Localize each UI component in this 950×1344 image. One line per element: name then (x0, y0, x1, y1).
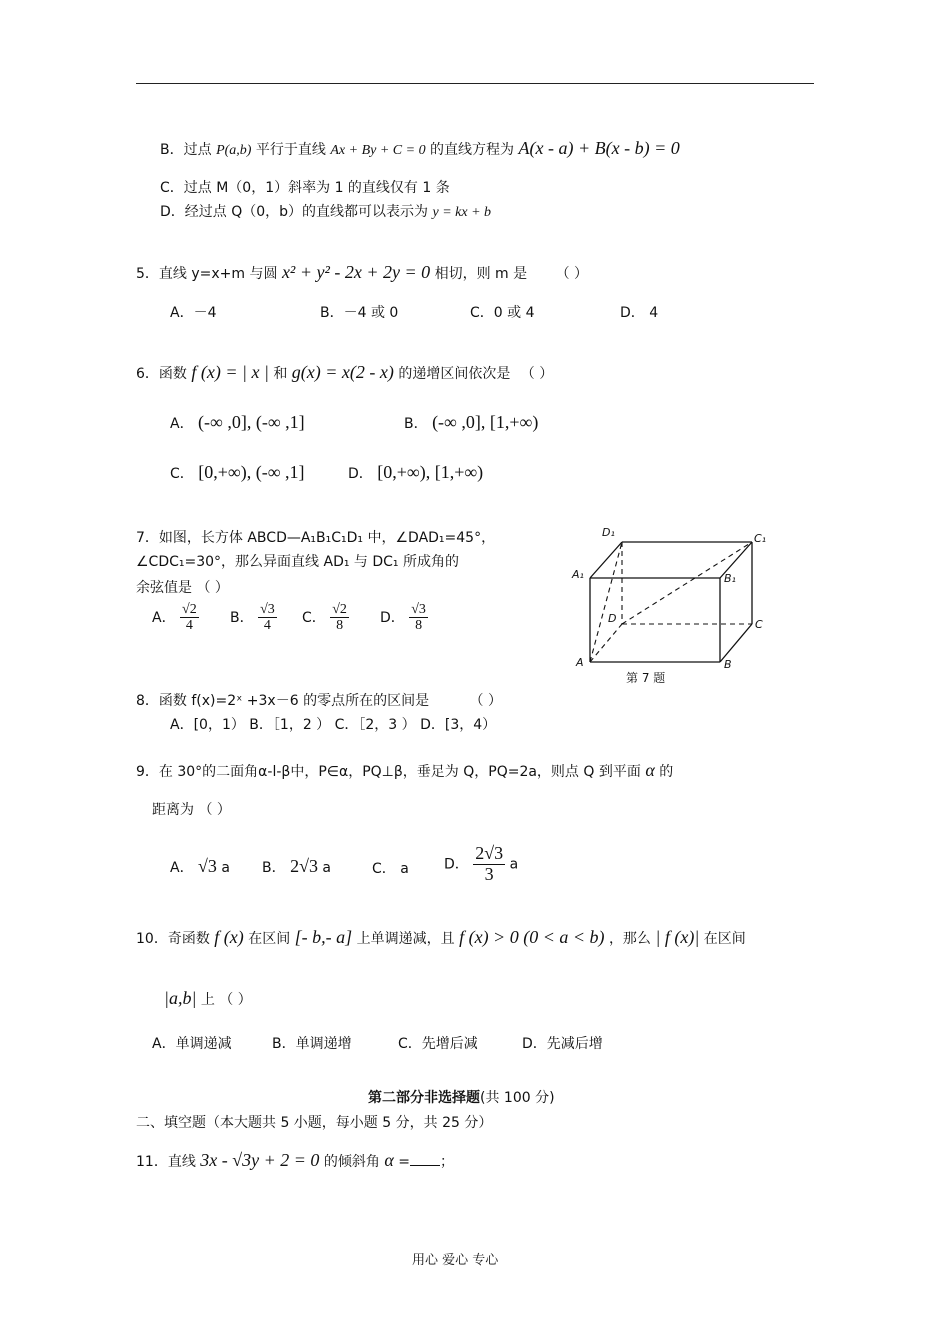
q6-stem-a: 6．函数 (136, 366, 187, 382)
q8-options: A．[0，1） B．［1，2 ） C．［2，3 ） D．[3，4） (170, 717, 497, 733)
q6-c-value: [0,+∞), (-∞ ,1] (198, 462, 305, 482)
q4-b-end: 的直线方程为 (430, 142, 515, 158)
q6-g-expression: g(x) = x(2 - x) (291, 362, 394, 382)
q9-b-label: B． (262, 860, 286, 876)
part2-title: 第二部分非选择题 (368, 1090, 480, 1106)
label-c1: C₁ (754, 532, 767, 545)
q4-b-mid: 平行于直线 (255, 142, 326, 158)
q4-d-text: D．经过点 Q（0，b）的直线都可以表示为 (160, 204, 429, 220)
q7-c-den: 8 (336, 618, 344, 634)
q9-stem (136, 760, 673, 781)
q6-f-expression: f (x) = | x | (191, 362, 269, 382)
q7-figure-cuboid (560, 520, 780, 690)
q9-option-c: C． a (372, 861, 409, 877)
q7-a-den: 4 (185, 618, 193, 634)
q9-b-value: 2√3 (290, 856, 318, 876)
q9-line-2: 距离为 （ ） (152, 802, 231, 818)
edge-a1-d1 (590, 542, 622, 578)
q11-mid: 的倾斜角 (323, 1154, 380, 1170)
q6-option-d (348, 462, 483, 483)
q7-d-label: D． (380, 609, 405, 626)
q10-interval: [- b,- a] (294, 927, 353, 947)
q4-b-line: Ax + By + C = 0 (330, 143, 426, 158)
label-a: A (576, 656, 584, 669)
q10-option-a: A．单调递减 (152, 1036, 232, 1052)
q7-c-fraction (330, 602, 349, 634)
q6-and: 和 (273, 366, 288, 382)
q4-b-label: B．过点 (160, 142, 212, 158)
q6-c-label: C． (170, 466, 194, 482)
header-rule (136, 83, 814, 84)
q9-d-label: D． (444, 856, 469, 873)
q4-d-equation: y = kx + b (432, 205, 492, 220)
q8-stem (136, 690, 502, 710)
q11-end: ； (439, 1154, 454, 1170)
q7-line-2: ∠CDC₁=30°，那么异面直线 AD₁ 与 DC₁ 所成角的 (136, 554, 459, 570)
q6-b-label: B． (404, 416, 428, 432)
q9-b-unit: a (322, 860, 331, 876)
q9-stem-end: 的 (659, 764, 674, 780)
part2-section-title: 二、填空题（本大题共 5 小题，每小题 5 分，共 25 分） (136, 1115, 493, 1131)
q10-fx: f (x) (214, 927, 244, 947)
q10-line-2 (164, 988, 252, 1009)
q9-d-num: 2√3 (475, 843, 504, 863)
label-a1: A₁ (572, 568, 584, 581)
figure-caption: 第 7 题 (626, 671, 666, 685)
q6-d-value: [0,+∞), [1,+∞) (377, 462, 484, 482)
q7-b-den: 4 (263, 618, 271, 634)
q10-abs-fx: | f (x)| (655, 927, 700, 947)
q11-answer-blank[interactable] (410, 1153, 440, 1166)
q10-option-d: D．先减后增 (522, 1036, 603, 1052)
q9-d-fraction (473, 844, 505, 885)
edge-b-c (720, 624, 752, 662)
q4-option-d (160, 201, 491, 221)
q7-a-num: √2 (182, 602, 197, 617)
q11-stem (136, 1150, 454, 1171)
q7-d-fraction (409, 602, 428, 634)
label-b1: B₁ (724, 572, 736, 585)
q6-answer-paren: （ ） (520, 366, 554, 382)
q10-in2: 在区间 (703, 931, 746, 947)
q9-a-unit: a (221, 860, 230, 876)
q4-option-b (160, 138, 680, 159)
q5-option-a: A．－4 (170, 305, 217, 321)
q7-line-1: 7．如图，长方体 ABCD—A₁B₁C₁D₁ 中，∠DAD₁=45°， (136, 530, 496, 546)
q6-b-value: (-∞ ,0], [1,+∞) (432, 412, 539, 432)
q5-answer-paren: （ ） (555, 266, 589, 282)
label-d: D (608, 612, 617, 625)
q5-stem-b: 相切，则 m 是 (434, 266, 528, 282)
q5-option-d: D． 4 (620, 305, 659, 321)
q7-option-c (302, 602, 349, 634)
label-d1: D₁ (602, 526, 615, 539)
q7-a-label: A． (152, 609, 176, 626)
q7-d-num: √3 (411, 602, 426, 617)
part2-heading (368, 1087, 555, 1107)
q10-option-b: B．单调递增 (272, 1036, 352, 1052)
q4-b-point: P(a,b) (216, 143, 252, 158)
q10-line2-end: 上 （ ） (200, 992, 252, 1008)
q4-b-equation: A(x - a) + B(x - b) = 0 (518, 138, 680, 158)
q10-dec: 上单调递减，且 (356, 931, 455, 947)
label-b: B (724, 658, 732, 671)
q9-d-den: 3 (484, 863, 494, 884)
q10-stem-a: 10．奇函数 (136, 931, 210, 947)
q9-option-b (262, 856, 331, 877)
q8-stem-text: 8．函数 f(x)=2ˣ +3x－6 的零点所在的区间是 (136, 693, 430, 709)
page-footer: 用心 爱心 专心 (412, 1253, 499, 1268)
label-c: C (755, 618, 763, 631)
q6-option-a (170, 412, 305, 433)
q7-d-den: 8 (415, 618, 423, 634)
q7-b-fraction (258, 602, 277, 634)
q6-option-b (404, 412, 538, 433)
q11-stem-text: 11．直线 (136, 1154, 196, 1170)
q8-answer-paren: （ ） (469, 693, 502, 709)
q6-d-label: D． (348, 466, 373, 482)
q7-c-num: √2 (332, 602, 347, 617)
q7-c-label: C． (302, 609, 326, 626)
q5-option-b: B．－4 或 0 (320, 305, 399, 321)
q5-stem-a: 5．直线 y=x+m 与圆 (136, 266, 278, 282)
q9-option-d (444, 844, 518, 885)
q9-a-value: √3 (198, 856, 217, 876)
q6-a-value: (-∞ ,0], (-∞ ,1] (198, 412, 305, 432)
q10-line2-interval: |a,b| (164, 988, 197, 1008)
q9-option-a (170, 856, 230, 877)
q10-condition: f (x) > 0 (0 < a < b) (459, 927, 605, 947)
q7-b-num: √3 (260, 602, 275, 617)
q11-eqsign: = (398, 1154, 410, 1170)
q10-stem (136, 927, 746, 948)
q7-a-fraction (180, 602, 199, 634)
q10-then: ，那么 (608, 931, 651, 947)
q10-option-c: C．先增后减 (398, 1036, 478, 1052)
q7-line-3: 余弦值是 （ ） (136, 580, 229, 596)
q9-stem-text: 9．在 30°的二面角α-l-β中，P∈α，PQ⊥β，垂足为 Q，PQ=2a，则点 Q 到平面 (136, 764, 641, 780)
q7-option-d (380, 602, 428, 634)
q5-equation: x² + y² - 2x + 2y = 0 (281, 262, 431, 282)
q9-d-unit: a (509, 856, 519, 873)
q9-a-label: A． (170, 860, 194, 876)
q10-in: 在区间 (248, 931, 291, 947)
q7-option-a (152, 602, 199, 634)
part2-score: (共 100 分) (480, 1090, 555, 1106)
q9-alpha: α (645, 760, 655, 780)
q5-option-c: C．0 或 4 (470, 305, 535, 321)
q11-alpha: α (384, 1150, 394, 1170)
q6-option-c (170, 462, 305, 483)
q11-equation: 3x - √3y + 2 = 0 (200, 1150, 320, 1170)
q6-stem (136, 362, 553, 383)
q6-a-label: A． (170, 416, 194, 432)
q6-stem-b: 的递增区间依次是 (398, 366, 511, 382)
q7-option-b (230, 602, 277, 634)
q5-stem (136, 262, 588, 283)
q7-b-label: B． (230, 609, 254, 626)
q4-option-c: C．过点 M（0，1）斜率为 1 的直线仅有 1 条 (160, 180, 450, 196)
